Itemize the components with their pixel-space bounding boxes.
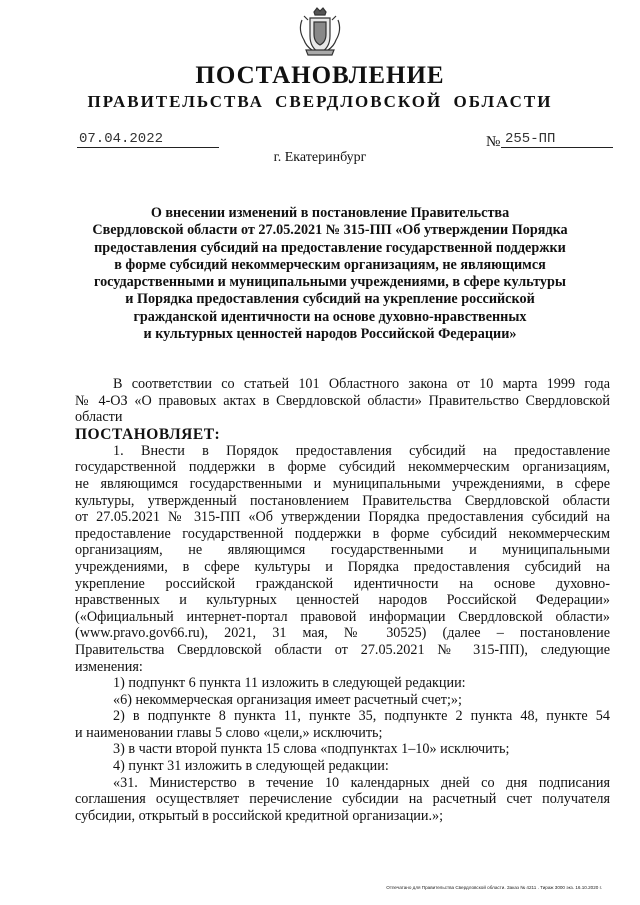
paragraph-line: (www.pravo.gov66.ru), 2021, 31 мая, № 30525) (далее – постановление — [75, 625, 610, 642]
item-line: «31. Министерство в течение 10 календарных дней со дня подписания — [113, 774, 610, 791]
paragraph-line: культуры, утвержденный постановлением Правительства Свердловской области — [75, 492, 610, 509]
document-issuer: ПРАВИТЕЛЬСТВА СВЕРДЛОВСКОЙ ОБЛАСТИ — [87, 92, 553, 111]
paragraph-line: государственной поддержки в форме субсидий некоммерческим организациям, — [75, 459, 610, 476]
intro-line: области — [75, 409, 123, 426]
paragraph-line: 1. Внести в Порядок предоставления субсидий на предоставление — [113, 442, 610, 459]
paragraph-line: от 27.05.2021 № 315-ПП «Об утверждении Порядка предоставления субсидий на — [75, 509, 610, 526]
heading-line: Свердловской области от 27.05.2021 № 315-ПП «Об утверждении Порядка — [92, 222, 568, 239]
heading-line: предоставления субсидий на предоставление государственной поддержки — [94, 239, 566, 256]
heading-line: и культурных ценностей народов Российской Федерации» — [143, 326, 517, 343]
document-date: 07.04.2022 — [77, 131, 219, 148]
heading-line: в форме субсидий некоммерческим организациям, не являющимся — [114, 256, 546, 273]
item-line: 1) подпункт 6 пункта 11 изложить в следующей редакции: — [113, 675, 466, 692]
heading-line: государственными и муниципальными учреждениями, в сфере культуры — [93, 274, 566, 291]
intro-line: № 4-ОЗ «О правовых актах в Свердловской области» Правительство Свердловской — [75, 392, 610, 409]
document-body — [75, 376, 610, 824]
item-line: соглашения осуществляет перечисление субсидии на расчетный счет получателя — [75, 791, 610, 808]
paragraph-line: изменения: — [75, 658, 143, 675]
item-line: 2) в подпункте 8 пункта 11, пункте 35, подпункте 2 пункта 48, пункте 54 — [113, 708, 610, 725]
paragraph-line: Правительства Свердловской области от 27.05.2021 № 315-ПП), следующие — [75, 641, 610, 658]
heading-line: и Порядка предоставления субсидий на укрепление российской — [125, 291, 535, 308]
item-line: и наименовании главы 5 слово «цели,» исключить; — [75, 724, 383, 741]
document-title: ПОСТАНОВЛЕНИЕ — [195, 62, 445, 89]
coat-of-arms-emblem — [296, 6, 344, 58]
document-heading — [60, 205, 600, 343]
item-line: «6) некоммерческая организация имеет расчетный счет;»; — [113, 691, 462, 708]
item-line: субсидии, открытый в российской кредитной организации.»; — [75, 807, 444, 824]
paragraph-line: организациям, не являющимся государственными и муниципальными — [75, 542, 610, 559]
print-footer: Отпечатано для Правительства Свердловской области. Заказ № 4211 . Тираж 3000 экз. 16.10.2020 г. — [386, 885, 602, 890]
paragraph-line: учреждениями, в сфере культуры и Порядка предоставления субсидий на — [75, 558, 610, 575]
paragraph-line: не являющимся государственными и муниципальными учреждениями, в сфере — [75, 475, 610, 492]
paragraph-line: укрепление российской гражданской идентичности на основе духовно- — [75, 575, 610, 592]
heading-line: гражданской идентичности на основе духовно-нравственных — [133, 308, 527, 325]
document-number: 255-ПП — [501, 131, 613, 148]
paragraph-line: предоставление государственной поддержки в форме субсидий некоммерческим — [75, 525, 610, 542]
intro-line: В соответствии со статьей 101 Областного закона от 10 марта 1999 года — [113, 376, 610, 392]
paragraph-line: («Официальный интернет-портал правовой информации Свердловской области» — [75, 608, 610, 625]
heading-line: О внесении изменений в постановление Правительства — [150, 205, 510, 221]
paragraph-line: нравственных и культурных ценностей народов Российской Федерации» — [75, 592, 610, 609]
item-line: 4) пункт 31 изложить в следующей редакции: — [113, 758, 389, 775]
number-sign: № — [486, 134, 501, 150]
decree-word: ПОСТАНОВЛЯЕТ: — [75, 425, 221, 443]
document-city: г. Екатеринбург — [273, 150, 367, 165]
item-line: 3) в части второй пункта 15 слова «подпунктах 1–10» исключить; — [113, 741, 510, 758]
